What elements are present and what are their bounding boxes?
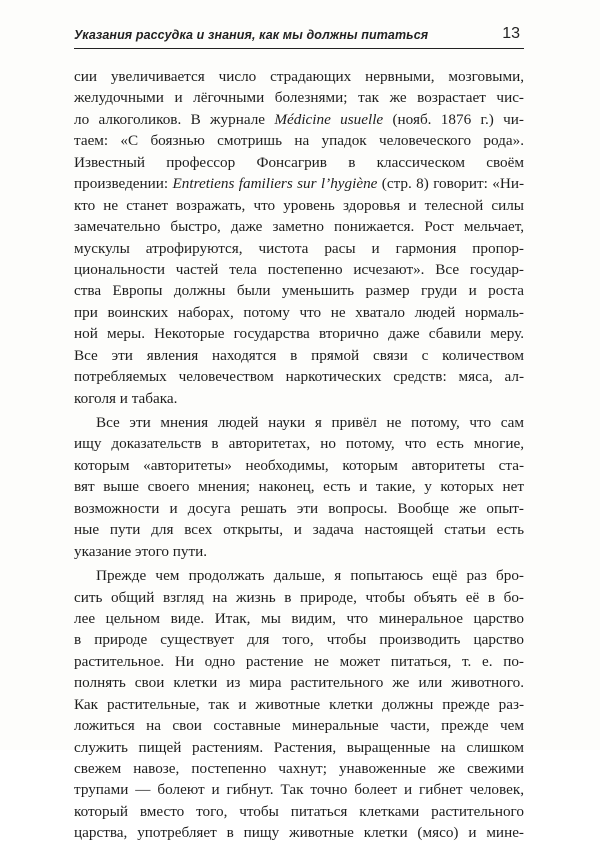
text-segment: которым «авторитеты» необходимы, которым авторитеты ста- — [74, 456, 524, 474]
running-title: Указания рассудка и знания, как мы должны питаться — [74, 28, 429, 42]
text-segment: сии увеличивается число страдающих нервными, мозговыми, — [74, 68, 524, 85]
text-segment: потребляемых человечеством наркотических средств: мяса, ал- — [74, 368, 524, 386]
text-line — [74, 433, 524, 454]
text-line — [74, 195, 524, 216]
text-segment: Известный профессор Фонсагрив в классическом своём — [74, 153, 524, 171]
text-segment: Все эти явления находятся в прямой связи с количеством — [74, 346, 524, 364]
text-segment: при воинских наборах, потому что не хватало людей нормаль- — [74, 303, 524, 321]
text-line — [74, 412, 524, 433]
text-segment: желудочными и лёгочными болезнями; так же возрастает чис- — [74, 89, 524, 107]
text-line — [74, 345, 524, 366]
text-segment: лее цельном виде. Итак, мы видим, что минеральное царство — [74, 609, 524, 627]
text-segment: кто не станет возражать, что уровень здоровья и телесной силы — [74, 196, 524, 214]
text-line — [74, 801, 524, 822]
text-line — [74, 152, 524, 173]
running-head — [74, 18, 524, 49]
text-segment: трупами — болеют и гибнут. Так точно болеет и гибнет человек, — [74, 781, 524, 799]
text-line — [74, 822, 524, 843]
text-segment: свежем навозе, постепенно чахнут; унавоженные же свежими — [74, 760, 524, 777]
text-segment: полнять свои клетки из мира растительного же или животного. — [74, 674, 524, 692]
italic-title: Médicine usuelle — [274, 110, 384, 128]
text-line — [74, 779, 524, 800]
text-segment: служить пищей растениям. Растения, выращенные на слишком — [74, 738, 524, 756]
text-line — [74, 259, 524, 280]
text-line — [74, 66, 524, 87]
text-line — [74, 541, 524, 562]
text-segment: (нояб. 1876 г.) чи- — [383, 110, 524, 128]
text-line — [74, 565, 524, 586]
text-line — [74, 323, 524, 344]
text-line — [74, 302, 524, 323]
text-line — [74, 455, 524, 476]
text-segment: ищу доказательств в авторитетах, но потому, что есть многие, — [74, 435, 524, 453]
text-line — [74, 672, 524, 693]
text-segment: Как растительные, так и животные клетки должны прежде раз- — [74, 695, 524, 713]
text-line — [74, 694, 524, 715]
text-line — [74, 87, 524, 108]
text-line — [74, 109, 524, 130]
text-line — [74, 216, 524, 237]
text-line — [74, 498, 524, 519]
text-line — [74, 715, 524, 736]
text-line — [74, 651, 524, 672]
text-segment: царства, употребляет в пищу животные клетки (мясо) и мине- — [74, 824, 524, 842]
text-line — [74, 758, 524, 779]
text-segment: замечательно быстро, даже заметно понижается. Рост мельчает, — [74, 218, 524, 236]
text-segment: произведении: — [74, 175, 173, 193]
text-line — [74, 519, 524, 540]
text-segment: который вместо того, чтобы питаться клетками растительного — [74, 802, 524, 820]
text-segment: ной меры. Некоторые государства вторично даже сбавили меру. — [74, 325, 524, 343]
text-segment: Прежде чем продолжать дальше, я попытаюсь ещё раз бро- — [96, 567, 524, 585]
text-line — [74, 366, 524, 387]
text-segment: коголя и табака. — [74, 389, 178, 407]
text-segment: в природе существует для того, чтобы производить царство — [74, 631, 524, 649]
text-segment: Все эти мнения людей науки я привёл не потому, что сам — [96, 414, 524, 431]
text-segment: таем: «С боязнью смотришь на упадок человеческого рода». — [74, 132, 524, 150]
text-segment: (стр. 8) говорит: «Ни- — [377, 175, 525, 193]
text-segment: растительное. Ни одно растение не может питаться, т. е. по- — [74, 652, 524, 670]
text-line — [74, 608, 524, 629]
text-segment: циональности частей тела постепенно исчезают». Все государ- — [74, 260, 524, 278]
text-line — [74, 238, 524, 259]
text-line — [74, 130, 524, 151]
italic-title: Entretiens familiers sur l’hygiène — [172, 175, 378, 193]
text-line — [74, 476, 524, 497]
text-line — [74, 280, 524, 301]
page-number: 13 — [502, 25, 520, 42]
text-line — [74, 587, 524, 608]
text-segment: ные пути для всех открыты, и задача настоящей статьи есть — [74, 521, 524, 539]
text-line — [74, 737, 524, 758]
text-line — [74, 173, 524, 194]
text-segment: указание этого пути. — [74, 542, 208, 560]
text-segment: сить общий взгляд на жизнь в природе, чтобы объять её в бо- — [74, 588, 524, 606]
body-text — [74, 66, 524, 844]
text-segment: ло алкоголиков. В журнале — [74, 110, 275, 128]
text-segment: ства Европы должны были уменьшить размер груди и роста — [74, 282, 524, 300]
text-segment: ложиться на свои составные минеральные части, прежде чем — [74, 717, 524, 735]
text-segment: вят выше своего мнения; наконец, есть и такие, у которых нет — [74, 478, 524, 496]
text-segment: мускулы атрофируются, чистота расы и гармония пропор- — [74, 239, 524, 257]
text-line — [74, 629, 524, 650]
text-segment: возможности и досуга решать эти вопросы. Вообще же опыт- — [74, 499, 524, 517]
text-line — [74, 388, 524, 409]
